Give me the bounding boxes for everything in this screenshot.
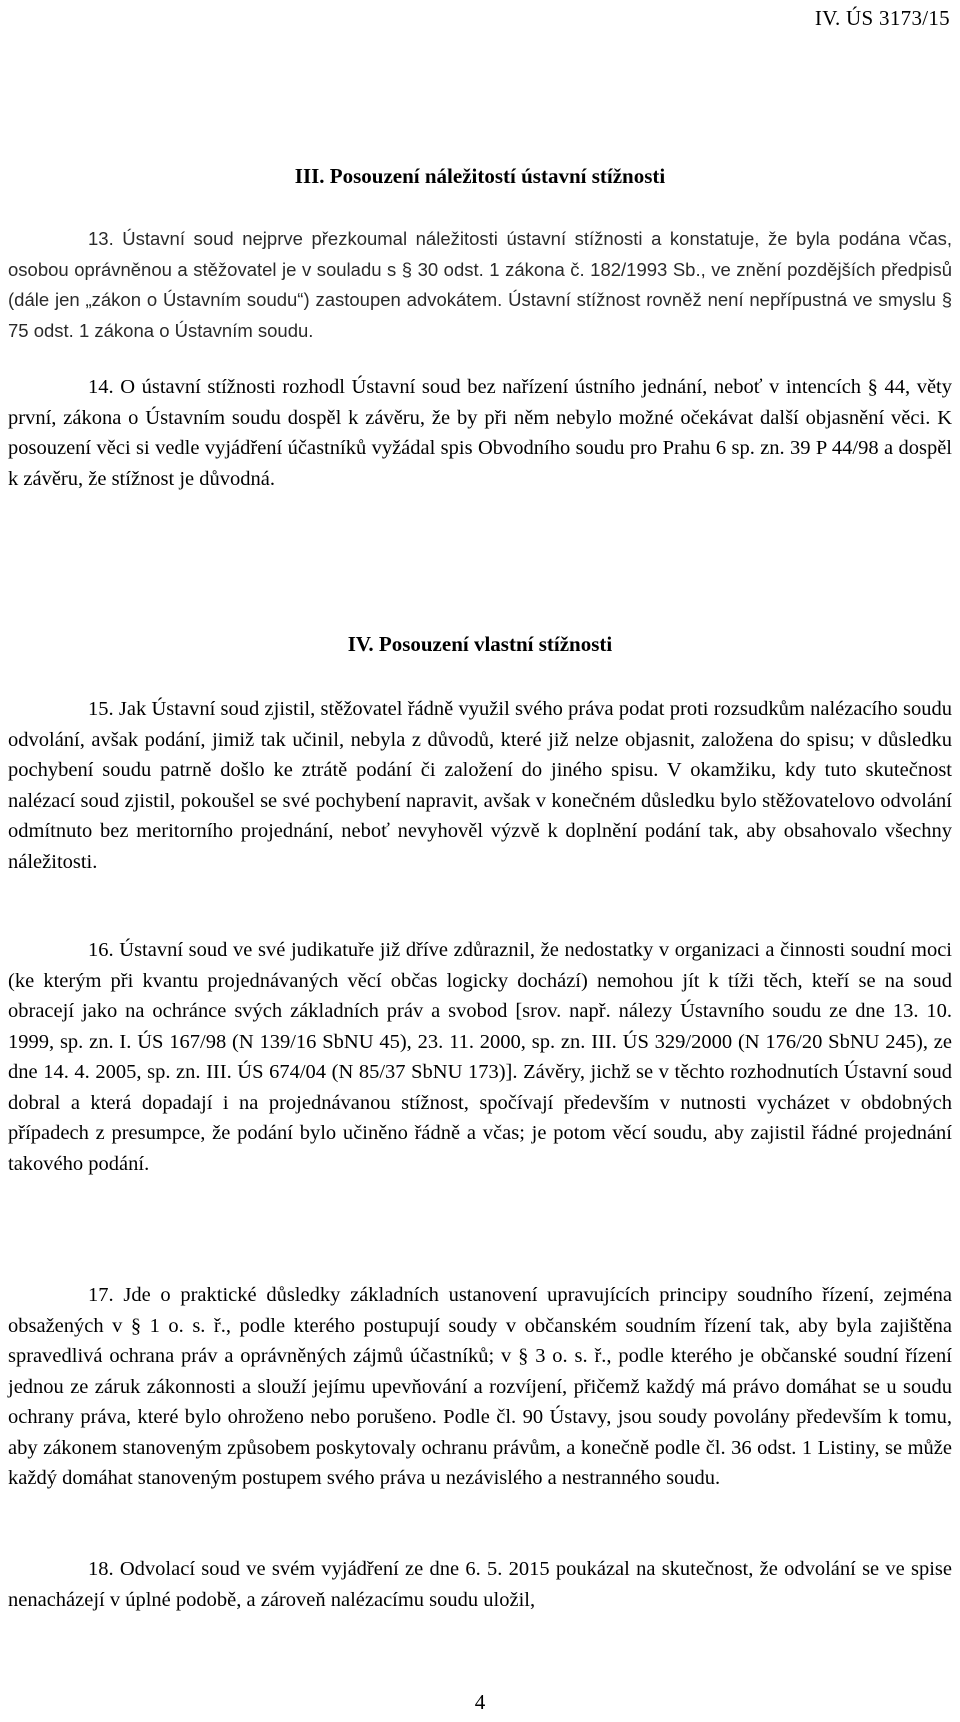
paragraph-15: 15. Jak Ústavní soud zjistil, stěžovatel řádně využil svého práva podat proti rozsudkům nalézacího soudu odvolání, avšak podání, jimiž tak učinil, nebyla z důvodů, které již nelze objasnit, založena do spisu; v důsledku pochybení soudu patrně došlo ke ztrátě podání či založení do jiného spisu. V okamžiku, kdy tuto skutečnost nalézací soud zjistil, pokoušel se své pochybení napravit, avšak v konečném důsledku bylo stěžovatelovo odvolání odmítnuto bez meritorního projednání, neboť nevyhověl výzvě k doplnění podání tak, aby obsahovalo všechny náležitosti.: [8, 698, 952, 873]
paragraph-16: 16. Ústavní soud ve své judikatuře již dříve zdůraznil, že nedostatky v organizaci a činnosti soudní moci (ke kterým při kvantu projednávaných věcí občas logicky dochází) nemohou jít k tíži těch, kteří se na soud obracejí jako na ochránce svých základních práv a svobod [srov. např. nálezy Ústavního soudu ze dne 13. 10. 1999, sp. zn. I. ÚS 167/98 (N 139/16 SbNU 45), 23. 11. 2000, sp. zn. III. ÚS 329/2000 (N 176/20 SbNU 245), ze dne 14. 4. 2005, sp. zn. III. ÚS 674/04 (N 85/37 SbNU 173)]. Závěry, jichž se v těchto rozhodnutích Ústavní soud dobral a která dopadají i na projednávanou stížnost, spočívají především v nutnosti vycházet v obdobných případech z presumpce, že podání bylo učiněno řádně a včas; je potom věcí soudu, aby zajistil řádné projednání takového podání.: [8, 939, 952, 1175]
case-number: IV. ÚS 3173/15: [814, 6, 950, 30]
paragraph-17: 17. Jde o praktické důsledky základních ustanovení upravujících principy soudního řízení, zejména obsažených v § 1 o. s. ř., podle kterého postupují soudy v občanském soudním řízení tak, aby byla zajištěna spravedlivá ochrana práv a oprávněných zájmů účastníků; v § 3 o. s. ř., podle kterého je občanské soudní řízení jednou ze záruk zákonnosti a slouží jejímu upevňování a rozvíjení, přičemž každý má právo domáhat se u soudu ochrany práva, které bylo ohroženo nebo porušeno. Podle čl. 90 Ústavy, jsou soudy povolány především k tomu, aby zákonem stanoveným způsobem poskytovaly ochranu právům, a konečně podle čl. 36 odst. 1 Listiny, se může každý domáhat stanoveným postupem svého práva u nezávislého a nestranného soudu.: [8, 1284, 952, 1489]
paragraph-14: 14. O ústavní stížnosti rozhodl Ústavní soud bez nařízení ústního jednání, neboť v intencích § 44, věty první, zákona o Ústavním soudu dospěl k závěru, že by při něm nebylo možné očekávat další objasnění věci. K posouzení věci si vedle vyjádření účastníků vyžádal spis Obvodního soudu pro Prahu 6 sp. zn. 39 P 44/98 a dospěl k závěru, že stížnost je důvodná.: [8, 376, 952, 490]
section-heading-iii: III. Posouzení náležitostí ústavní stížnosti: [294, 164, 666, 188]
paragraph-18: 18. Odvolací soud ve svém vyjádření ze dne 6. 5. 2015 poukázal na skutečnost, že odvolání se ve spise nenacházejí v úplné podobě, a zároveň nalézacímu soudu uložil,: [8, 1558, 952, 1611]
paragraph-13: 13. Ústavní soud nejprve přezkoumal náležitosti ústavní stížnosti a konstatuje, že byla podána včas, osobou oprávněnou a stěžovatel je v souladu s § 30 odst. 1 zákona č. 182/1993 Sb., ve znění pozdějších předpisů (dále jen „zákon o Ústavním soudu“) zastoupen advokátem. Ústavní stížnost rovněž není nepřípustná ve smyslu § 75 odst. 1 zákona o Ústavním soudu.: [8, 228, 952, 341]
section-heading-iv: IV. Posouzení vlastní stížnosti: [347, 632, 613, 656]
page-number: 4: [474, 1690, 486, 1714]
